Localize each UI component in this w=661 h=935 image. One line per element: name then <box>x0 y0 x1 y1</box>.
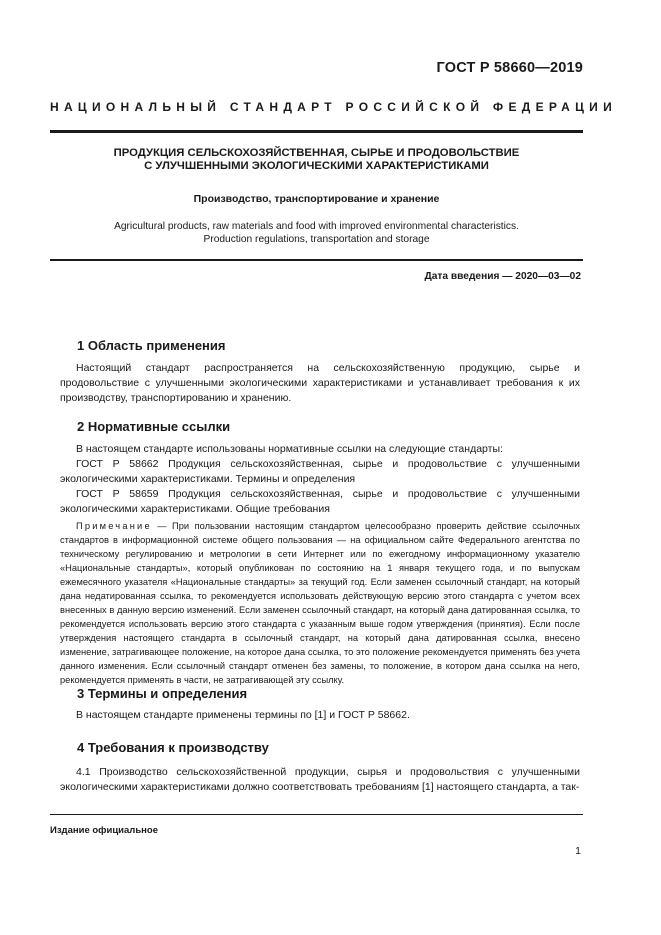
section-2-text <box>60 442 580 517</box>
header-divider <box>50 130 583 133</box>
subtitle-russian: Производство, транспортирование и хранение <box>193 193 440 205</box>
document-id: ГОСТ Р 58660—2019 <box>436 60 583 76</box>
section-2-intro: В настоящем стандарте использованы нормативные ссылки на следующие стандарты: <box>76 443 503 455</box>
section-1-paragraph: Настоящий стандарт распространяется на сельскохозяйственную продукцию, сырье и продовольствие с улучшенными экологическими характеристиками и устанавливает требования к их производству, транспортированию и хранению. <box>60 362 580 404</box>
section-1-heading: 1 Область применения <box>77 338 226 353</box>
note-text: — При пользовании настоящим стандартом целесообразно проверить действие ссылочных стандартов в информационной системе общего пользования — на официальном сайте Федерального агентства по техническому регулированию и метрологии в сети Интернет или по ежегодному информационному указателю «Национальные стандарты», который опубликован по состоянию на 1 января текущего года, и по выпускам ежемесячного указателя «Национальные стандарты» за текущий год. Если заменен ссылочный стандарт, на который дана недатированная ссылка, то рекомендуется использовать действующую версию этого стандарта с учетом всех внесенных в данную версию изменений. Если заменен ссылочный стандарт, на который дана датированная ссылка, то рекомендуется использовать версию этого стандарта с указанным выше годом утверждения (принятия). Если после утверждения настоящего стандарта в ссылочный стандарт, на который дана датированная ссылка, внесено изменение, затрагивающее положение, на которое дана ссылка, то это положение рекомендуется применять без учета данного изменения. Если ссылочный стандарт отменен без замены, то положение, в котором дана ссылка на него, рекомендуется применять в части, не затрагивающей эту ссылку. <box>60 521 580 685</box>
section-4-paragraph: 4.1 Производство сельскохозяйственной продукции, сырья и продовольствия с улучшенными экологическими характеристиками должно соответствовать требованиям [1] настоящего стандарта, а так- <box>60 766 580 793</box>
footer-divider <box>50 814 583 815</box>
title-russian <box>60 147 573 173</box>
note-label: Примечание <box>76 521 152 531</box>
section-1-text <box>60 361 580 406</box>
section-2-note <box>60 519 580 687</box>
introduction-date: Дата введения — 2020—03—02 <box>424 271 581 282</box>
title-ru-line-1: ПРОДУКЦИЯ СЕЛЬСКОХОЗЯЙСТВЕННАЯ, СЫРЬЕ И ПРОДОВОЛЬСТВИЕ <box>113 147 520 159</box>
section-2-reference-1: ГОСТ Р 58662 Продукция сельскохозяйственная, сырье и продовольствие с улучшенными экологическими характеристиками. Термины и определения <box>60 458 580 485</box>
page-number: 1 <box>575 845 581 857</box>
title-divider <box>50 259 583 261</box>
section-4-heading: 4 Требования к производству <box>77 740 269 755</box>
section-3-text <box>60 708 580 723</box>
title-english <box>60 220 573 246</box>
section-2-heading: 2 Нормативные ссылки <box>77 419 231 434</box>
title-ru-line-2: С УЛУЧШЕННЫМИ ЭКОЛОГИЧЕСКИМИ ХАРАКТЕРИСТИКАМИ <box>144 160 489 172</box>
section-2-reference-2: ГОСТ Р 58659 Продукция сельскохозяйственная, сырье и продовольствие с улучшенными экологическими характеристиками. Общие требования <box>60 488 580 515</box>
title-en-line-2: Production regulations, transportation and storage <box>203 234 430 245</box>
title-en-line-1: Agricultural products, raw materials and food with improved environmental characteristics. <box>114 221 519 232</box>
section-3-heading: 3 Термины и определения <box>77 686 248 701</box>
national-standard-banner: НАЦИОНАЛЬНЫЙ СТАНДАРТ РОССИЙСКОЙ ФЕДЕРАЦИИ <box>50 100 618 114</box>
official-edition-label: Издание официальное <box>50 825 158 836</box>
section-4-text <box>60 765 580 795</box>
section-3-paragraph: В настоящем стандарте применены термины по [1] и ГОСТ Р 58662. <box>76 709 410 721</box>
